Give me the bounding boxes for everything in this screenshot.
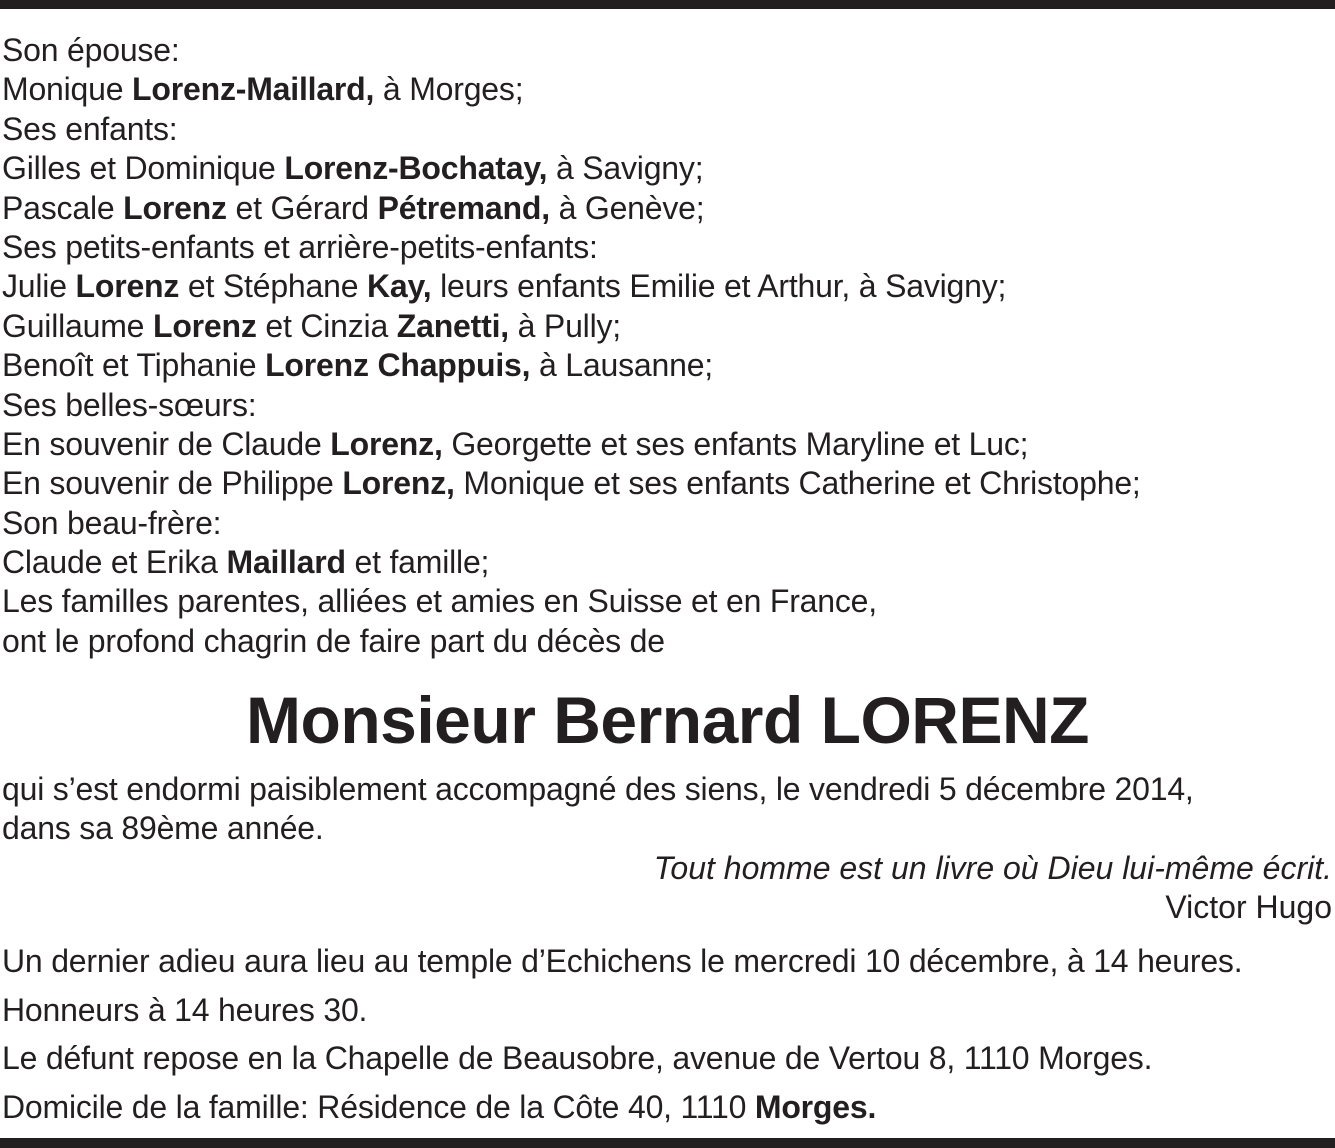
ceremony-info xyxy=(2,937,1332,1131)
family-line xyxy=(2,346,1332,385)
surname-text: Lorenz xyxy=(152,307,257,344)
line-text: et Cinzia xyxy=(256,307,397,344)
family-line xyxy=(2,307,1332,346)
surname-text: Zanetti, xyxy=(396,307,509,344)
death-notice xyxy=(2,770,1332,849)
quote-text: Tout homme est un livre où Dieu lui-même écrit. xyxy=(653,850,1332,886)
line-text: Un dernier adieu aura lieu au temple d’Echichens le mercredi 10 décembre, à 14 heures. xyxy=(2,943,1243,979)
line-text: Ses petits-enfants et arrière-petits-enfants: xyxy=(2,228,598,265)
family-line xyxy=(2,386,1332,425)
family-line xyxy=(2,189,1332,228)
family-line xyxy=(2,228,1332,267)
line-text: Son épouse: xyxy=(2,32,180,68)
line-text: Les familles parentes, alliées et amies en Suisse et en France, xyxy=(2,583,877,620)
surname-text: Pétremand, xyxy=(377,189,550,226)
top-rule xyxy=(0,0,1335,9)
line-text: Georgette et ses enfants Maryline et Luc; xyxy=(442,425,1029,462)
info-line xyxy=(2,1083,1332,1132)
family-line xyxy=(2,70,1332,109)
line-text: Julie xyxy=(2,268,76,305)
bottom-rule xyxy=(0,1138,1335,1148)
surname-text: Kay, xyxy=(367,268,432,305)
line-text: à Genève; xyxy=(549,189,705,226)
surname-text: Lorenz, xyxy=(330,425,443,462)
line-text: Monique xyxy=(2,71,133,108)
line-text: et famille; xyxy=(345,544,490,581)
line-text: leurs enfants Emilie et Arthur, à Savigny; xyxy=(431,268,1007,305)
epigraph xyxy=(654,849,1332,928)
family-line xyxy=(2,622,1332,661)
line-text: à Pully; xyxy=(508,307,621,344)
line-text: à Lausanne; xyxy=(530,347,713,384)
line-text: Ses enfants: xyxy=(2,110,178,147)
family-line xyxy=(2,582,1332,621)
line-text: En souvenir de Philippe xyxy=(2,465,343,502)
surname-text: Lorenz xyxy=(75,268,180,305)
family-line xyxy=(2,504,1332,543)
line-text: Guillaume xyxy=(2,307,153,344)
death-notice-line: qui s’est endormi paisiblement accompagné des siens, le vendredi 5 décembre 2014, xyxy=(2,771,1194,807)
surname-text: Morges. xyxy=(754,1088,877,1125)
line-text: à Morges; xyxy=(374,71,524,108)
family-line xyxy=(2,149,1332,188)
line-text: Le défunt repose en la Chapelle de Beausobre, avenue de Vertou 8, 1110 Morges. xyxy=(2,1040,1153,1076)
surname-text: Lorenz, xyxy=(342,465,455,502)
death-notice-line: dans sa 89ème année. xyxy=(2,810,324,847)
quote-author: Victor Hugo xyxy=(1165,889,1332,926)
family-line xyxy=(2,31,1332,70)
line-text: Domicile de la famille: Résidence de la Côte 40, 1110 xyxy=(2,1088,755,1125)
line-text: Benoît et Tiphanie xyxy=(2,347,266,384)
family-line xyxy=(2,267,1332,306)
line-text: Ses belles-sœurs: xyxy=(2,386,257,423)
family-list xyxy=(2,31,1332,661)
line-text: Gilles et Dominique xyxy=(2,150,285,187)
surname-text: Maillard xyxy=(226,544,346,581)
surname-text: Lorenz xyxy=(123,189,227,226)
line-text: Honneurs à 14 heures 30. xyxy=(2,991,368,1028)
info-line xyxy=(2,986,1332,1035)
family-line xyxy=(2,464,1332,503)
line-text: à Savigny; xyxy=(547,150,704,187)
info-line xyxy=(2,937,1332,986)
line-text: et Gérard xyxy=(226,189,378,226)
line-text: Son beau-frère: xyxy=(2,504,222,541)
line-text: et Stéphane xyxy=(179,268,367,305)
line-text: Claude et Erika xyxy=(2,544,227,581)
line-text: Pascale xyxy=(2,189,124,226)
info-line xyxy=(2,1034,1332,1083)
surname-text: Lorenz-Bochatay, xyxy=(284,150,548,187)
family-line xyxy=(2,543,1332,582)
family-line xyxy=(2,110,1332,149)
surname-text: Lorenz Chappuis, xyxy=(265,347,531,384)
line-text: Monique et ses enfants Catherine et Christophe; xyxy=(454,465,1141,502)
family-line xyxy=(2,425,1332,464)
line-text: ont le profond chagrin de faire part du décès de xyxy=(2,622,665,659)
line-text: En souvenir de Claude xyxy=(2,425,331,462)
surname-text: Lorenz-Maillard, xyxy=(132,71,375,108)
deceased-name: Monsieur Bernard LORENZ xyxy=(246,683,1089,757)
